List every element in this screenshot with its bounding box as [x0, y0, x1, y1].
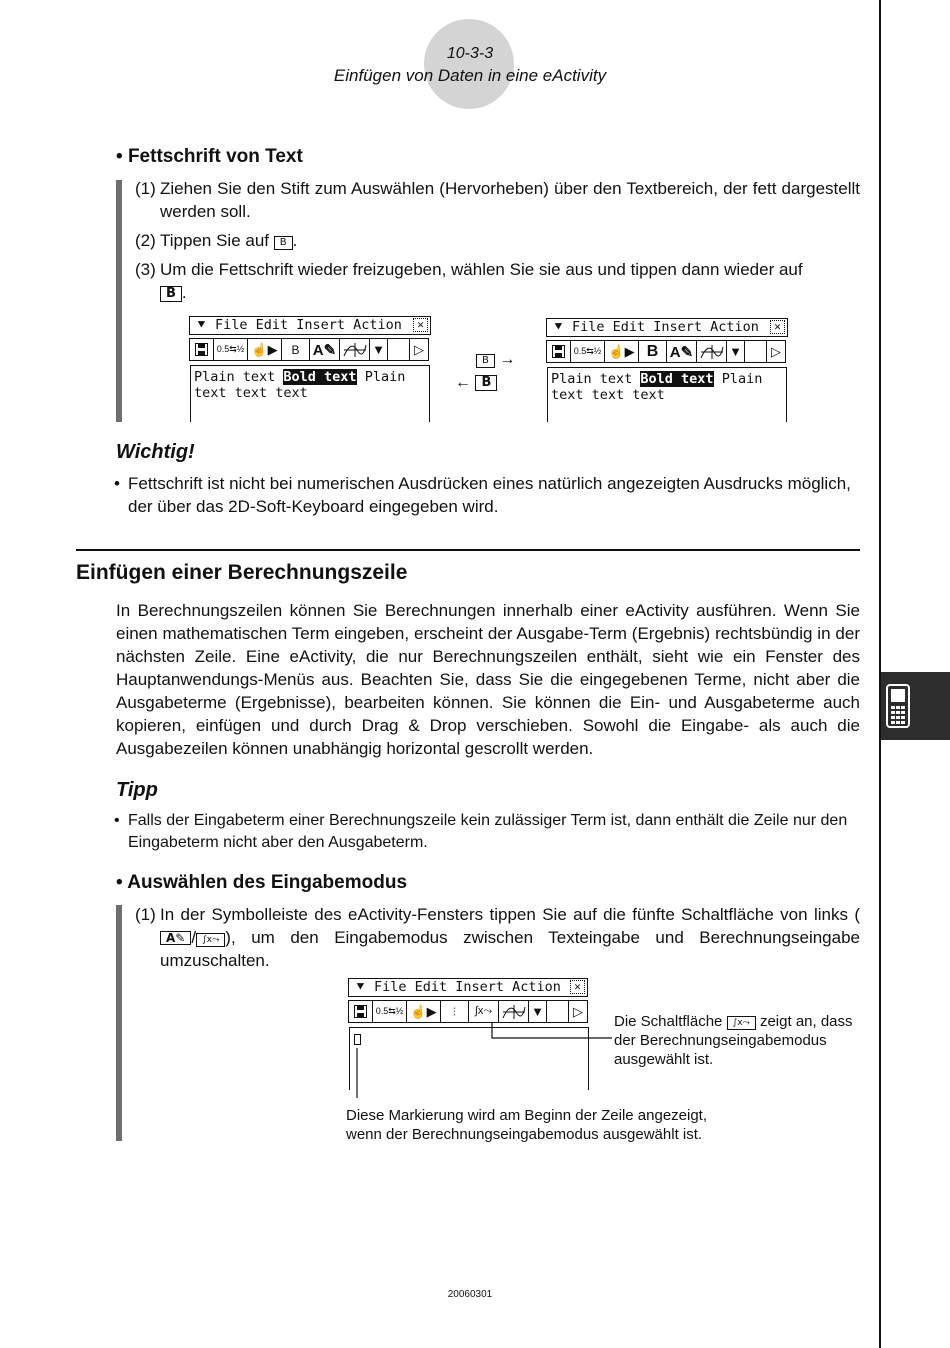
bold-key-icon-active: B — [475, 375, 497, 391]
menu-arrow-icon[interactable]: ⯆ — [355, 979, 366, 995]
scroll-right-icon[interactable]: ▷ — [414, 341, 424, 357]
bold-key-icon-active: B — [160, 286, 182, 302]
execute-icon[interactable]: ☝▶ — [605, 341, 639, 362]
section-divider — [76, 549, 860, 551]
left-arrow-icon: ← — [455, 374, 471, 391]
section-paragraph: In Berechnungszeilen können Sie Berechnungen innerhalb einer eActivity ausführen. Wenn Sie einen mathematischen Term eingeben, erscheint der Ausgabe-Term (Ergebnis) rechtsbündig in der nächsten Zeile. Eine eActivity, die nur Berechnungszeilen enthält, sieht wie ein Fenster des Hauptanwendungs-Menüs aus. Beachten Sie, dass Sie die eingegebenen Terme, nicht aber die Ausgabeterme (Ergebnisse), bearbeiten können. Sie können die Ein- und Ausgabeterme auch kopieren, einfügen und durch Drag & Drop verschieben. Sowohl die Eingabe- als auch die Ausgabezeilen können unabhängig horizontal gescrollt werden. — [116, 601, 860, 758]
text-display[interactable]: Plain text Bold text Plain text text text — [547, 367, 787, 422]
callout-lines — [340, 1020, 620, 1100]
bold-text-heading: • Fettschrift von Text — [116, 146, 303, 167]
right-arrow-icon: → — [499, 351, 516, 368]
menu-bar: ⯆ File Edit Insert Action ✕ — [348, 978, 588, 997]
menu-arrow-icon[interactable]: ⯆ — [196, 317, 207, 333]
dropdown-icon[interactable]: ▼ — [370, 339, 388, 360]
bold-key-icon: B — [274, 236, 293, 250]
step-block-bar — [116, 180, 122, 422]
menu-arrow-icon[interactable]: ⯆ — [553, 319, 564, 335]
bold-button-disabled[interactable]: ⁝ — [441, 1001, 469, 1022]
menu-bar: ⯆ File Edit Insert Action ✕ — [189, 316, 431, 335]
close-icon[interactable]: ✕ — [413, 318, 428, 332]
toolbar — [189, 338, 429, 361]
section-title: Einfügen von Daten in eine eActivity — [333, 66, 607, 85]
execute-icon[interactable]: ☝▶ — [248, 339, 282, 360]
step-block-bar — [116, 905, 122, 1141]
screen-before — [189, 316, 431, 422]
calc-mode-icon: ∫x⤳ — [727, 1016, 756, 1030]
wichtig-heading: Wichtig! — [116, 441, 195, 463]
fraction-decimal-icon[interactable]: 0.5⇆½ — [571, 341, 605, 362]
dropdown-icon[interactable]: ▼ — [529, 1001, 547, 1022]
callout-line-marker: Diese Markierung wird am Beginn der Zeile angezeigt, wenn der Berechnungseingabemodus ausgewählt ist. — [346, 1107, 708, 1143]
graph-icon[interactable] — [340, 339, 370, 360]
calculator-icon — [885, 683, 911, 729]
page-number: 10-3-3 — [446, 45, 494, 62]
bold-button-active[interactable]: B — [639, 341, 667, 362]
dropdown-icon[interactable]: ▼ — [727, 341, 745, 362]
page-number-circle — [424, 19, 514, 109]
save-icon[interactable] — [349, 1001, 373, 1022]
bold-step-3: (3) Um die Fettschrift wieder freizugeben, wählen Sie sie aus und tippen dann wieder auf B . — [135, 260, 803, 302]
text-mode-icon: A✎ — [160, 931, 191, 945]
close-icon[interactable]: ✕ — [770, 320, 785, 334]
text-display[interactable]: Plain text Bold text Plain text text text — [190, 365, 430, 422]
scroll-right-icon[interactable]: ▷ — [771, 343, 781, 359]
scroll-right-icon[interactable]: ▷ — [573, 1003, 583, 1019]
toolbar — [546, 340, 786, 363]
bold-button[interactable]: B — [282, 339, 310, 360]
close-icon[interactable]: ✕ — [570, 980, 585, 994]
chapter-tab — [881, 672, 950, 740]
save-icon[interactable] — [547, 341, 571, 362]
tipp-note: • Falls der Eingabeterm einer Berechnungszeile kein zulässiger Term ist, dann enthält die Zeile nur den Eingabeterm nicht aber den Ausgabeterm. — [114, 812, 848, 851]
bold-key-icon: B — [476, 354, 495, 368]
calc-mode-icon: ∫x⤳ — [196, 933, 225, 947]
save-icon[interactable] — [190, 339, 214, 360]
input-mode-step-1: (1) In der Symbolleiste des eActivity-Fensters tippen Sie auf die fünfte Schaltfläche von links (A✎ / ∫x⤳ ), um den Eingabemodus zwischen Texteingabe und Berechnungseingabe umzuschalten. — [135, 905, 860, 970]
wichtig-note: • Fettschrift ist nicht bei numerischen Ausdrücken eines natürlich angezeigten Ausdrucks möglich, der über das 2D-Soft-Keyboard eingegeben wird. — [114, 474, 851, 516]
tipp-heading: Tipp — [116, 779, 158, 801]
execute-icon[interactable]: ☝▶ — [407, 1001, 441, 1022]
spacer — [547, 1001, 569, 1022]
bullet-dot: • — [116, 872, 123, 893]
fraction-decimal-icon[interactable]: 0.5⇆½ — [214, 339, 248, 360]
bold-step-1: (1) Ziehen Sie den Stift zum Auswählen (Hervorheben) über den Textbereich, der fett dargestellt werden soll. — [135, 179, 860, 221]
fraction-decimal-icon[interactable]: 0.5⇆½ — [373, 1001, 407, 1022]
spacer — [745, 341, 767, 362]
spacer — [388, 339, 410, 360]
callout-calc-button: Die Schaltfläche ∫x⤳ zeigt an, dass der Berechnungseingabemodus ausgewählt ist. — [614, 1013, 853, 1068]
screen-after — [546, 318, 788, 422]
graph-icon[interactable] — [697, 341, 727, 362]
section-heading: Einfügen einer Berechnungszeile — [76, 561, 408, 584]
bullet-dot: • — [116, 146, 123, 167]
bold-step-2: (2) Tippen Sie auf B . — [135, 231, 298, 250]
graph-icon[interactable] — [499, 1001, 529, 1022]
text-input-mode-icon[interactable]: A✎ — [310, 339, 340, 360]
input-mode-heading: • Auswählen des Eingabemodus — [116, 872, 408, 893]
footer-code: 20060301 — [447, 1289, 493, 1300]
text-input-mode-icon[interactable]: A✎ — [667, 341, 697, 362]
menu-bar: ⯆ File Edit Insert Action ✕ — [546, 318, 788, 337]
calc-input-mode-icon[interactable]: ∫x⤳ — [469, 1001, 499, 1022]
arrow-to-bold — [476, 351, 515, 369]
arrow-to-plain — [455, 374, 497, 392]
